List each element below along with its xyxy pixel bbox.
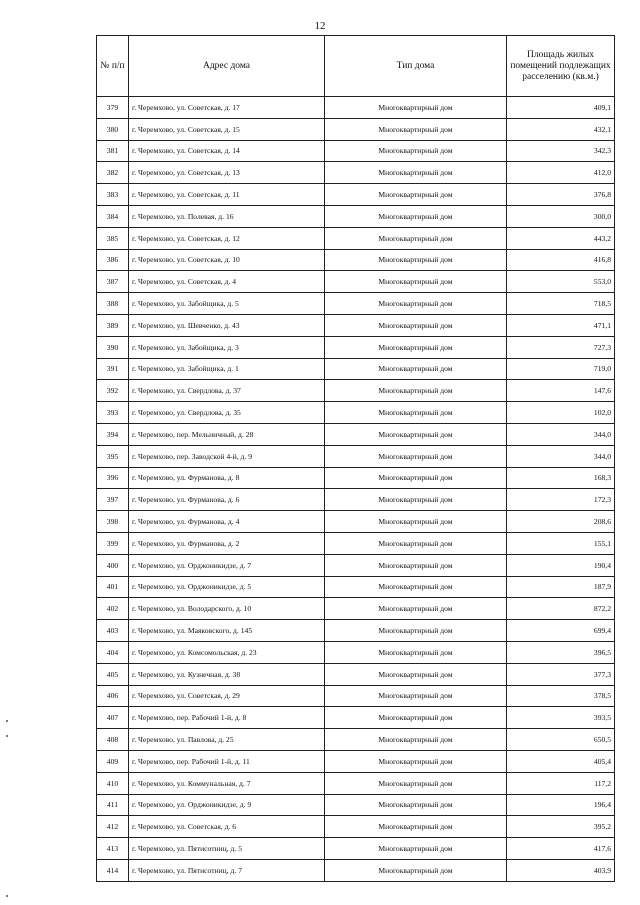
- header-address: Адрес дома: [129, 36, 325, 97]
- row-house-type: Многоквартирный дом: [325, 227, 507, 249]
- row-number: 380: [97, 118, 129, 140]
- row-house-type: Многоквартирный дом: [325, 293, 507, 315]
- table-row: [97, 402, 615, 424]
- row-area: 395,2: [507, 816, 615, 838]
- row-number: 398: [97, 511, 129, 533]
- row-house-type: Многоквартирный дом: [325, 467, 507, 489]
- row-house-type: Многоквартирный дом: [325, 118, 507, 140]
- table-row: [97, 641, 615, 663]
- row-address: г. Черемхово, ул. Советская, д. 29: [129, 685, 325, 707]
- row-address: г. Черемхово, ул. Советская, д. 10: [129, 249, 325, 271]
- row-number: 390: [97, 336, 129, 358]
- row-house-type: Многоквартирный дом: [325, 685, 507, 707]
- row-number: 379: [97, 97, 129, 119]
- row-area: 377,3: [507, 663, 615, 685]
- row-area: 396,5: [507, 641, 615, 663]
- row-number: 382: [97, 162, 129, 184]
- table-row: [97, 227, 615, 249]
- row-house-type: Многоквартирный дом: [325, 729, 507, 751]
- table-row: [97, 620, 615, 642]
- header-area: Площадь жилых помещений подлежащих расселению (кв.м.): [507, 36, 615, 97]
- row-house-type: Многоквартирный дом: [325, 336, 507, 358]
- row-area: 650,5: [507, 729, 615, 751]
- row-address: г. Черемхово, ул. Советская, д. 17: [129, 97, 325, 119]
- row-area: 155,1: [507, 532, 615, 554]
- margin-mark: [6, 895, 8, 897]
- row-number: 411: [97, 794, 129, 816]
- row-address: г. Черемхово, ул. Фурманова, д. 2: [129, 532, 325, 554]
- row-number: 396: [97, 467, 129, 489]
- row-number: 391: [97, 358, 129, 380]
- table-row: [97, 663, 615, 685]
- row-house-type: Многоквартирный дом: [325, 620, 507, 642]
- row-house-type: Многоквартирный дом: [325, 511, 507, 533]
- row-area: 409,1: [507, 97, 615, 119]
- row-address: г. Черемхово, ул. Советская, д. 15: [129, 118, 325, 140]
- row-area: 300,0: [507, 205, 615, 227]
- row-house-type: Многоквартирный дом: [325, 532, 507, 554]
- row-number: 414: [97, 859, 129, 881]
- row-address: г. Черемхово, ул. Фурманова, д. 4: [129, 511, 325, 533]
- row-house-type: Многоквартирный дом: [325, 489, 507, 511]
- row-address: г. Черемхово, пер. Мельничный, д. 28: [129, 423, 325, 445]
- row-address: г. Черемхово, ул. Забойщика, д. 1: [129, 358, 325, 380]
- row-area: 416,8: [507, 249, 615, 271]
- row-house-type: Многоквартирный дом: [325, 707, 507, 729]
- row-number: 385: [97, 227, 129, 249]
- row-house-type: Многоквартирный дом: [325, 859, 507, 881]
- row-address: г. Черемхово, ул. Забойщика, д. 5: [129, 293, 325, 315]
- row-area: 208,6: [507, 511, 615, 533]
- row-house-type: Многоквартирный дом: [325, 794, 507, 816]
- row-area: 718,5: [507, 293, 615, 315]
- row-house-type: Многоквартирный дом: [325, 663, 507, 685]
- row-number: 404: [97, 641, 129, 663]
- row-number: 384: [97, 205, 129, 227]
- row-address: г. Черемхово, ул. Полевая, д. 16: [129, 205, 325, 227]
- table-row: [97, 184, 615, 206]
- row-area: 471,1: [507, 314, 615, 336]
- table-row: [97, 380, 615, 402]
- row-area: 102,0: [507, 402, 615, 424]
- row-address: г. Черемхово, ул. Пятисотниц, д. 5: [129, 838, 325, 860]
- table-row: [97, 554, 615, 576]
- housing-table: [96, 35, 615, 882]
- table-row: [97, 750, 615, 772]
- row-area: 172,3: [507, 489, 615, 511]
- row-area: 405,4: [507, 750, 615, 772]
- table-row: [97, 271, 615, 293]
- row-number: 410: [97, 772, 129, 794]
- table-row: [97, 140, 615, 162]
- table-row: [97, 772, 615, 794]
- row-number: 412: [97, 816, 129, 838]
- table-row: [97, 598, 615, 620]
- row-area: 376,8: [507, 184, 615, 206]
- row-address: г. Черемхово, ул. Пятисотниц, д. 7: [129, 859, 325, 881]
- row-address: г. Черемхово, ул. Коммунальная, д. 7: [129, 772, 325, 794]
- table-row: [97, 532, 615, 554]
- row-number: 406: [97, 685, 129, 707]
- row-number: 394: [97, 423, 129, 445]
- header-type: Тип дома: [325, 36, 507, 97]
- table-row: [97, 97, 615, 119]
- row-number: 409: [97, 750, 129, 772]
- row-number: 407: [97, 707, 129, 729]
- row-address: г. Черемхово, ул. Советская, д. 6: [129, 816, 325, 838]
- row-area: 147,6: [507, 380, 615, 402]
- row-house-type: Многоквартирный дом: [325, 97, 507, 119]
- row-area: 187,9: [507, 576, 615, 598]
- row-address: г. Черемхово, ул. Орджоникидзе, д. 5: [129, 576, 325, 598]
- row-house-type: Многоквартирный дом: [325, 249, 507, 271]
- row-address: г. Черемхово, ул. Маяковского, д. 145: [129, 620, 325, 642]
- table-row: [97, 707, 615, 729]
- table-row: [97, 838, 615, 860]
- row-house-type: Многоквартирный дом: [325, 554, 507, 576]
- table-row: [97, 685, 615, 707]
- table-row: [97, 729, 615, 751]
- row-number: 403: [97, 620, 129, 642]
- row-number: 402: [97, 598, 129, 620]
- table-row: [97, 467, 615, 489]
- row-house-type: Многоквартирный дом: [325, 358, 507, 380]
- row-number: 397: [97, 489, 129, 511]
- row-number: 386: [97, 249, 129, 271]
- row-number: 413: [97, 838, 129, 860]
- table-header-row: [97, 36, 615, 97]
- row-area: 443,2: [507, 227, 615, 249]
- row-address: г. Черемхово, ул. Павлова, д. 25: [129, 729, 325, 751]
- table-row: [97, 445, 615, 467]
- row-number: 392: [97, 380, 129, 402]
- row-area: 727,3: [507, 336, 615, 358]
- table-row: [97, 293, 615, 315]
- table-row: [97, 816, 615, 838]
- row-address: г. Черемхово, пер. Рабочий 1-й, д. 8: [129, 707, 325, 729]
- row-house-type: Многоквартирный дом: [325, 750, 507, 772]
- row-number: 405: [97, 663, 129, 685]
- row-number: 395: [97, 445, 129, 467]
- row-address: г. Черемхово, пер. Заводской 4-й, д. 9: [129, 445, 325, 467]
- row-house-type: Многоквартирный дом: [325, 816, 507, 838]
- table-row: [97, 162, 615, 184]
- row-address: г. Черемхово, ул. Советская, д. 12: [129, 227, 325, 249]
- table-row: [97, 314, 615, 336]
- row-house-type: Многоквартирный дом: [325, 423, 507, 445]
- margin-mark: [6, 720, 8, 722]
- row-address: г. Черемхово, ул. Орджоникидзе, д. 7: [129, 554, 325, 576]
- table-row: [97, 205, 615, 227]
- row-area: 168,3: [507, 467, 615, 489]
- row-house-type: Многоквартирный дом: [325, 641, 507, 663]
- row-house-type: Многоквартирный дом: [325, 162, 507, 184]
- row-area: 344,0: [507, 423, 615, 445]
- margin-mark: [6, 735, 8, 737]
- table-row: [97, 336, 615, 358]
- row-area: 190,4: [507, 554, 615, 576]
- row-number: 400: [97, 554, 129, 576]
- row-address: г. Черемхово, ул. Советская, д. 14: [129, 140, 325, 162]
- row-number: 401: [97, 576, 129, 598]
- row-address: г. Черемхово, ул. Забойщика, д. 3: [129, 336, 325, 358]
- row-address: г. Черемхово, ул. Шевченко, д. 43: [129, 314, 325, 336]
- table-body: [97, 97, 615, 882]
- row-house-type: Многоквартирный дом: [325, 838, 507, 860]
- row-area: 117,2: [507, 772, 615, 794]
- table-row: [97, 423, 615, 445]
- row-area: 417,6: [507, 838, 615, 860]
- row-address: г. Черемхово, ул. Фурманова, д. 8: [129, 467, 325, 489]
- table-row: [97, 576, 615, 598]
- row-number: 381: [97, 140, 129, 162]
- row-area: 403,9: [507, 859, 615, 881]
- row-area: 393,5: [507, 707, 615, 729]
- row-area: 344,0: [507, 445, 615, 467]
- table-row: [97, 118, 615, 140]
- row-house-type: Многоквартирный дом: [325, 402, 507, 424]
- row-house-type: Многоквартирный дом: [325, 205, 507, 227]
- row-number: 383: [97, 184, 129, 206]
- page-number: 12: [314, 20, 326, 32]
- table-row: [97, 511, 615, 533]
- row-house-type: Многоквартирный дом: [325, 140, 507, 162]
- table-row: [97, 358, 615, 380]
- row-house-type: Многоквартирный дом: [325, 598, 507, 620]
- row-address: г. Черемхово, ул. Кузнечная, д. 38: [129, 663, 325, 685]
- row-address: г. Черемхово, ул. Свердлова, д. 35: [129, 402, 325, 424]
- row-house-type: Многоквартирный дом: [325, 445, 507, 467]
- row-house-type: Многоквартирный дом: [325, 184, 507, 206]
- row-address: г. Черемхово, ул. Свердлова, д. 37: [129, 380, 325, 402]
- row-area: 378,5: [507, 685, 615, 707]
- row-address: г. Черемхово, ул. Советская, д. 13: [129, 162, 325, 184]
- row-area: 872,2: [507, 598, 615, 620]
- row-address: г. Черемхово, ул. Комсомольская, д. 23: [129, 641, 325, 663]
- row-number: 387: [97, 271, 129, 293]
- row-address: г. Черемхово, пер. Рабочий 1-й, д. 11: [129, 750, 325, 772]
- row-house-type: Многоквартирный дом: [325, 271, 507, 293]
- row-number: 388: [97, 293, 129, 315]
- table-row: [97, 859, 615, 881]
- table-row: [97, 489, 615, 511]
- row-address: г. Черемхово, ул. Советская, д. 11: [129, 184, 325, 206]
- row-number: 389: [97, 314, 129, 336]
- row-number: 393: [97, 402, 129, 424]
- row-house-type: Многоквартирный дом: [325, 576, 507, 598]
- row-address: г. Черемхово, ул. Советская, д. 4: [129, 271, 325, 293]
- row-area: 342,3: [507, 140, 615, 162]
- row-area: 553,0: [507, 271, 615, 293]
- header-num: № п/п: [97, 36, 129, 97]
- row-area: 196,4: [507, 794, 615, 816]
- row-area: 412,0: [507, 162, 615, 184]
- table-row: [97, 794, 615, 816]
- row-house-type: Многоквартирный дом: [325, 772, 507, 794]
- row-address: г. Черемхово, ул. Орджоникидзе, д. 9: [129, 794, 325, 816]
- row-area: 719,0: [507, 358, 615, 380]
- row-address: г. Черемхово, ул. Фурманова, д. 6: [129, 489, 325, 511]
- row-house-type: Многоквартирный дом: [325, 314, 507, 336]
- row-address: г. Черемхово, ул. Володарского, д. 10: [129, 598, 325, 620]
- row-number: 399: [97, 532, 129, 554]
- row-house-type: Многоквартирный дом: [325, 380, 507, 402]
- row-area: 699,4: [507, 620, 615, 642]
- row-area: 432,1: [507, 118, 615, 140]
- row-number: 408: [97, 729, 129, 751]
- table-row: [97, 249, 615, 271]
